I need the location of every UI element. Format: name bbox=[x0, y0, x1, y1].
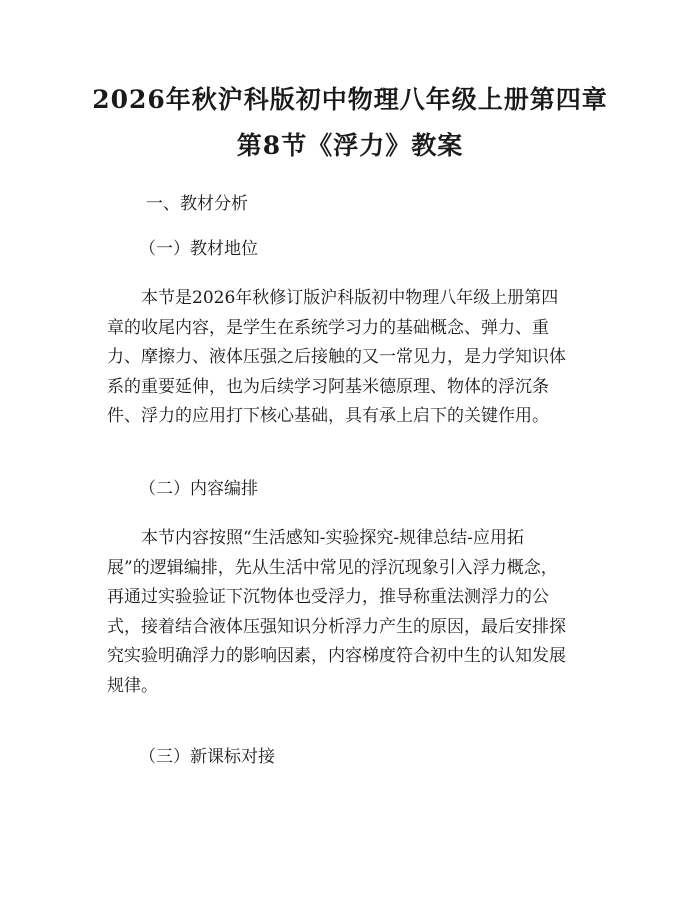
paragraph-line: 规律。 bbox=[107, 675, 158, 696]
paragraph-textbook-position bbox=[107, 284, 607, 432]
paragraph-line: 章的收尾内容，是学生在系统学习力的基础概念、弹力、重 bbox=[107, 317, 549, 338]
paragraph-line: 再通过实验验证下沉物体也受浮力，推导称重法测浮力的公 bbox=[107, 587, 549, 608]
paragraph-line: 本节是2026年秋修订版沪科版初中物理八年级上册第四 bbox=[141, 288, 559, 308]
paragraph-line: 展”的逻辑编排，先从生活中常见的浮沉现象引入浮力概念， bbox=[107, 557, 558, 578]
section-heading-textbook-analysis: 一、教材分析 bbox=[146, 194, 248, 214]
document-title-line-1: 2026年秋沪科版初中物理八年级上册第四章 bbox=[92, 85, 608, 114]
paragraph-line: 系的重要延伸，也为后续学习阿基米德原理、物体的浮沉条 bbox=[107, 376, 549, 397]
paragraph-line: 件、浮力的应用打下核心基础，具有承上启下的关键作用。 bbox=[107, 406, 549, 427]
paragraph-content-arrangement bbox=[107, 524, 607, 702]
subsection-heading-textbook-position: （一）教材地位 bbox=[139, 239, 258, 259]
paragraph-line: 式，接着结合液体压强知识分析浮力产生的原因，最后安排探 bbox=[107, 616, 566, 637]
document-title-line-2: 第8节《浮力》教案 bbox=[236, 131, 464, 160]
paragraph-line: 究实验明确浮力的影响因素，内容梯度符合初中生的认知发展 bbox=[107, 646, 566, 667]
subsection-heading-curriculum-standards: （三）新课标对接 bbox=[139, 747, 275, 767]
subsection-heading-content-arrangement: （二）内容编排 bbox=[139, 479, 258, 499]
paragraph-line: 本节内容按照“生活感知-实验探究-规律总结-应用拓 bbox=[141, 528, 524, 548]
paragraph-line: 力、摩擦力、液体压强之后接触的又一常见力，是力学知识体 bbox=[107, 347, 566, 368]
